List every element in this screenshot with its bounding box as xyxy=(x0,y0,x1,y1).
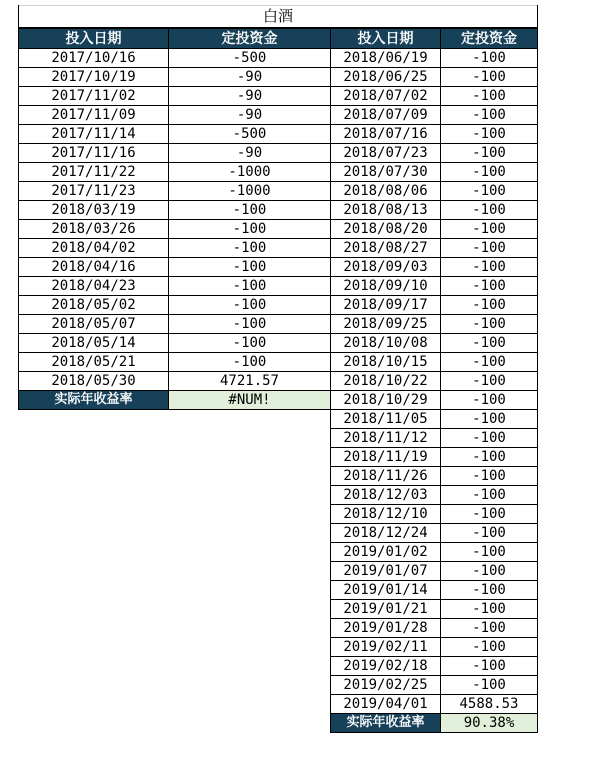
amount-cell[interactable]: -100 xyxy=(441,657,538,676)
date-cell[interactable]: 2018/05/07 xyxy=(19,315,169,334)
table-row xyxy=(19,49,331,68)
date-cell[interactable]: 2018/06/19 xyxy=(331,49,441,68)
amount-cell[interactable]: -100 xyxy=(169,353,331,372)
amount-cell[interactable]: -90 xyxy=(169,87,331,106)
amount-cell[interactable]: -100 xyxy=(441,49,538,68)
table-row xyxy=(331,277,538,296)
date-cell[interactable]: 2018/03/19 xyxy=(19,201,169,220)
date-cell[interactable]: 2018/08/06 xyxy=(331,182,441,201)
amount-cell[interactable]: -100 xyxy=(441,258,538,277)
header-amount-cell[interactable]: 定投资金 xyxy=(169,29,331,49)
table-row xyxy=(331,315,538,334)
date-cell[interactable]: 2018/07/09 xyxy=(331,106,441,125)
table-row xyxy=(331,448,538,467)
date-cell[interactable]: 2018/07/23 xyxy=(331,144,441,163)
amount-cell[interactable]: -100 xyxy=(441,524,538,543)
amount-cell[interactable]: -100 xyxy=(169,334,331,353)
date-cell[interactable]: 2017/11/09 xyxy=(19,106,169,125)
amount-cell[interactable]: -100 xyxy=(441,391,538,410)
date-cell[interactable]: 2017/11/02 xyxy=(19,87,169,106)
date-cell[interactable]: 2018/08/27 xyxy=(331,239,441,258)
table-row xyxy=(331,182,538,201)
table-row xyxy=(19,334,331,353)
amount-cell[interactable]: -100 xyxy=(169,315,331,334)
amount-cell[interactable]: -100 xyxy=(441,581,538,600)
table-row xyxy=(331,201,538,220)
amount-cell[interactable]: -100 xyxy=(441,410,538,429)
amount-cell[interactable]: 4721.57 xyxy=(169,372,331,391)
amount-cell[interactable]: -100 xyxy=(441,182,538,201)
date-cell[interactable]: 2018/10/08 xyxy=(331,334,441,353)
table-row xyxy=(331,619,538,638)
table-row xyxy=(19,353,331,372)
amount-cell[interactable]: -100 xyxy=(441,220,538,239)
table-row xyxy=(331,467,538,486)
amount-cell[interactable]: -100 xyxy=(441,239,538,258)
date-cell[interactable]: 2017/10/19 xyxy=(19,68,169,87)
date-cell[interactable]: 2018/05/14 xyxy=(19,334,169,353)
table-row xyxy=(331,524,538,543)
amount-cell[interactable]: -100 xyxy=(441,353,538,372)
date-cell[interactable]: 2019/01/21 xyxy=(331,600,441,619)
date-cell[interactable]: 2018/05/21 xyxy=(19,353,169,372)
date-cell[interactable]: 2017/11/16 xyxy=(19,144,169,163)
date-cell[interactable]: 2018/07/16 xyxy=(331,125,441,144)
date-cell[interactable]: 2019/04/01 xyxy=(331,695,441,714)
date-cell[interactable]: 2018/04/23 xyxy=(19,277,169,296)
table-row xyxy=(331,258,538,277)
table-row xyxy=(331,391,538,410)
table-row xyxy=(19,372,331,391)
table-row xyxy=(331,638,538,657)
amount-cell[interactable]: -100 xyxy=(441,467,538,486)
table-row xyxy=(19,220,331,239)
date-cell[interactable]: 2017/11/22 xyxy=(19,163,169,182)
amount-cell[interactable]: -100 xyxy=(169,296,331,315)
table-row xyxy=(331,410,538,429)
date-cell[interactable]: 2018/03/26 xyxy=(19,220,169,239)
amount-cell[interactable]: -100 xyxy=(169,277,331,296)
table-row xyxy=(19,296,331,315)
date-cell[interactable]: 2018/08/13 xyxy=(331,201,441,220)
amount-cell[interactable]: -100 xyxy=(441,334,538,353)
date-cell[interactable]: 2019/01/02 xyxy=(331,543,441,562)
table-row xyxy=(331,372,538,391)
result-row xyxy=(19,391,331,410)
header-date-cell[interactable]: 投入日期 xyxy=(19,29,169,49)
annual-return-value-cell[interactable]: 90.38% xyxy=(441,714,538,733)
amount-cell[interactable]: -100 xyxy=(441,201,538,220)
date-cell[interactable]: 2018/09/03 xyxy=(331,258,441,277)
table-row xyxy=(19,277,331,296)
amount-cell[interactable]: -100 xyxy=(169,258,331,277)
amount-cell[interactable]: -100 xyxy=(441,163,538,182)
date-cell[interactable]: 2019/01/07 xyxy=(331,562,441,581)
date-cell[interactable]: 2018/06/25 xyxy=(331,68,441,87)
amount-cell[interactable]: -100 xyxy=(441,638,538,657)
date-cell[interactable]: 2018/10/29 xyxy=(331,391,441,410)
header-date-cell[interactable]: 投入日期 xyxy=(331,29,441,49)
table-row xyxy=(331,87,538,106)
amount-cell[interactable]: -1000 xyxy=(169,163,331,182)
table-row xyxy=(331,562,538,581)
amount-cell[interactable]: 4588.53 xyxy=(441,695,538,714)
amount-cell[interactable]: -1000 xyxy=(169,182,331,201)
annual-return-label-cell[interactable]: 实际年收益率 xyxy=(331,714,441,733)
table-row xyxy=(19,68,331,87)
amount-cell[interactable]: -100 xyxy=(441,619,538,638)
amount-cell[interactable]: -90 xyxy=(169,68,331,87)
table-row xyxy=(19,258,331,277)
amount-cell[interactable]: -100 xyxy=(169,201,331,220)
date-cell[interactable]: 2018/09/10 xyxy=(331,277,441,296)
amount-cell[interactable]: -90 xyxy=(169,106,331,125)
annual-return-label-cell[interactable]: 实际年收益率 xyxy=(19,391,169,410)
date-cell[interactable]: 2018/11/05 xyxy=(331,410,441,429)
amount-cell[interactable]: -100 xyxy=(441,505,538,524)
amount-cell[interactable]: -100 xyxy=(169,239,331,258)
date-cell[interactable]: 2018/12/03 xyxy=(331,486,441,505)
date-cell[interactable]: 2018/05/30 xyxy=(19,372,169,391)
amount-cell[interactable]: -100 xyxy=(169,220,331,239)
amount-cell[interactable]: -100 xyxy=(441,600,538,619)
amount-cell[interactable]: -100 xyxy=(441,296,538,315)
amount-cell[interactable]: -100 xyxy=(441,106,538,125)
table-row xyxy=(331,429,538,448)
table-row xyxy=(331,600,538,619)
date-cell[interactable]: 2018/07/30 xyxy=(331,163,441,182)
date-cell[interactable]: 2019/01/28 xyxy=(331,619,441,638)
amount-cell[interactable]: -100 xyxy=(441,68,538,87)
amount-cell[interactable]: -100 xyxy=(441,315,538,334)
date-cell[interactable]: 2018/11/19 xyxy=(331,448,441,467)
table-row xyxy=(331,68,538,87)
amount-cell[interactable]: -100 xyxy=(441,372,538,391)
table-row xyxy=(19,125,331,144)
table-row xyxy=(331,581,538,600)
table-row xyxy=(331,695,538,714)
table-row xyxy=(19,87,331,106)
table-row xyxy=(19,144,331,163)
date-cell[interactable]: 2019/02/25 xyxy=(331,676,441,695)
table-row xyxy=(19,163,331,182)
date-cell[interactable]: 2019/01/14 xyxy=(331,581,441,600)
date-cell[interactable]: 2018/11/26 xyxy=(331,467,441,486)
table-row xyxy=(331,543,538,562)
date-cell[interactable]: 2018/11/12 xyxy=(331,429,441,448)
table-row xyxy=(19,182,331,201)
table-row xyxy=(331,353,538,372)
left-investment-table xyxy=(18,28,331,410)
date-cell[interactable]: 2018/09/25 xyxy=(331,315,441,334)
amount-cell[interactable]: -100 xyxy=(441,429,538,448)
amount-cell[interactable]: -90 xyxy=(169,144,331,163)
amount-cell[interactable]: -100 xyxy=(441,486,538,505)
table-row xyxy=(331,49,538,68)
date-cell[interactable]: 2018/04/02 xyxy=(19,239,169,258)
table-row xyxy=(331,505,538,524)
date-cell[interactable]: 2018/09/17 xyxy=(331,296,441,315)
date-cell[interactable]: 2017/11/14 xyxy=(19,125,169,144)
date-cell[interactable]: 2017/10/16 xyxy=(19,49,169,68)
table-row xyxy=(331,144,538,163)
table-row xyxy=(331,106,538,125)
table-row xyxy=(331,239,538,258)
table-row xyxy=(331,334,538,353)
left-header-row xyxy=(19,29,331,49)
amount-cell[interactable]: -100 xyxy=(441,448,538,467)
annual-return-value-cell[interactable]: #NUM! xyxy=(169,391,331,410)
amount-cell[interactable]: -100 xyxy=(441,562,538,581)
table-row xyxy=(331,296,538,315)
date-cell[interactable]: 2018/10/22 xyxy=(331,372,441,391)
table-row xyxy=(331,657,538,676)
date-cell[interactable]: 2018/08/20 xyxy=(331,220,441,239)
amount-cell[interactable]: -100 xyxy=(441,277,538,296)
table-row xyxy=(331,163,538,182)
table-row xyxy=(331,676,538,695)
amount-cell[interactable]: -100 xyxy=(441,125,538,144)
date-cell[interactable]: 2018/12/24 xyxy=(331,524,441,543)
table-row xyxy=(331,125,538,144)
date-cell[interactable]: 2017/11/23 xyxy=(19,182,169,201)
date-cell[interactable]: 2018/05/02 xyxy=(19,296,169,315)
table-row xyxy=(331,220,538,239)
date-cell[interactable]: 2018/04/16 xyxy=(19,258,169,277)
amount-cell[interactable]: -100 xyxy=(441,676,538,695)
amount-cell[interactable]: -100 xyxy=(441,543,538,562)
amount-cell[interactable]: -500 xyxy=(169,49,331,68)
date-cell[interactable]: 2018/07/02 xyxy=(331,87,441,106)
table-row xyxy=(19,106,331,125)
table-row xyxy=(331,486,538,505)
amount-cell[interactable]: -100 xyxy=(441,87,538,106)
date-cell[interactable]: 2018/10/15 xyxy=(331,353,441,372)
right-header-row xyxy=(331,29,538,49)
date-cell[interactable]: 2019/02/18 xyxy=(331,657,441,676)
table-row xyxy=(19,201,331,220)
result-row xyxy=(331,714,538,733)
right-investment-table xyxy=(330,28,538,733)
amount-cell[interactable]: -500 xyxy=(169,125,331,144)
sheet-title-cell[interactable]: 白酒 xyxy=(18,5,538,28)
table-row xyxy=(19,315,331,334)
amount-cell[interactable]: -100 xyxy=(441,144,538,163)
date-cell[interactable]: 2018/12/10 xyxy=(331,505,441,524)
table-row xyxy=(19,239,331,258)
header-amount-cell[interactable]: 定投资金 xyxy=(441,29,538,49)
date-cell[interactable]: 2019/02/11 xyxy=(331,638,441,657)
